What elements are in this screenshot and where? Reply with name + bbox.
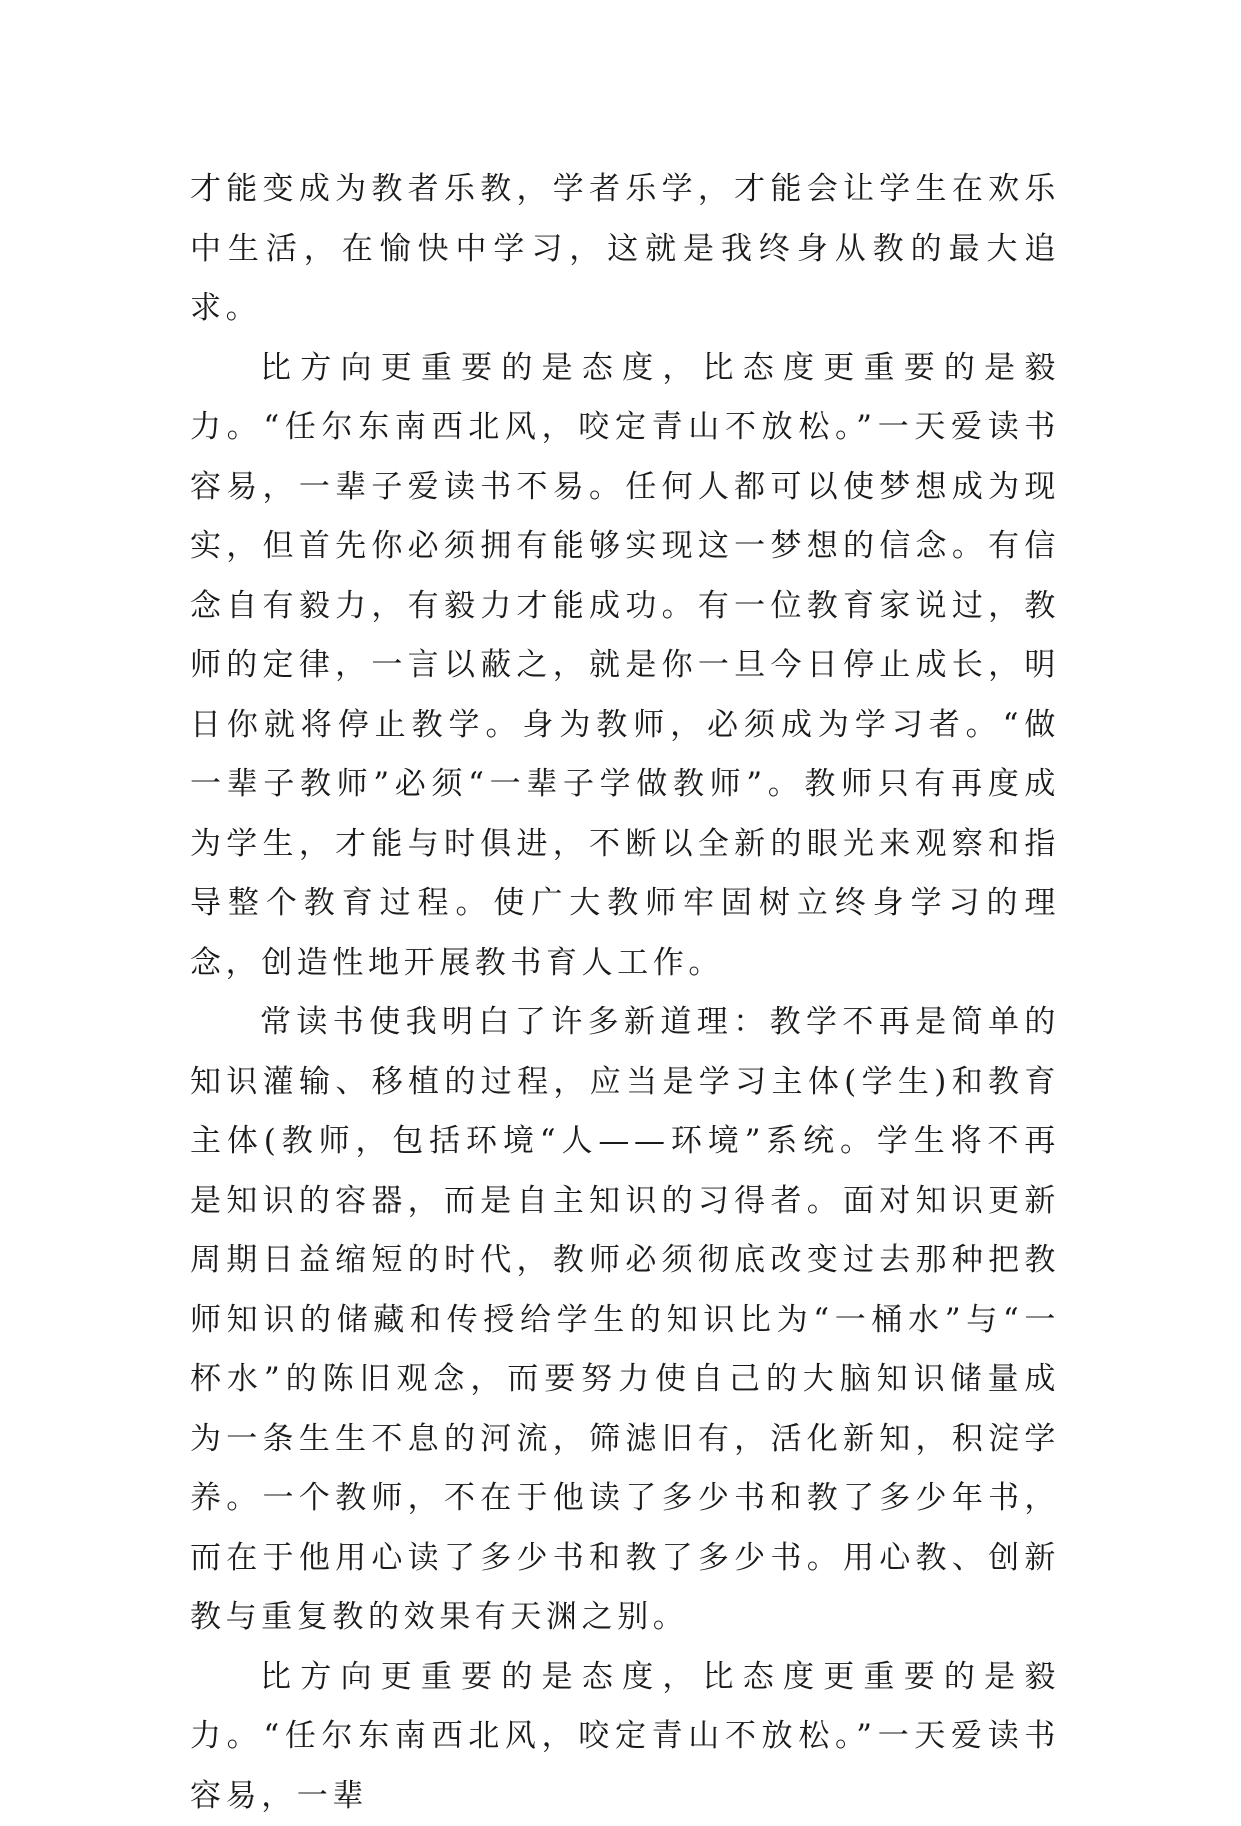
paragraph-3: 常读书使我明白了许多新道理：教学不再是简单的知识灌输、移植的过程，应当是学习主体(学生)和教育主体(教师，包括环境“人——环境”系统。学生将不再是知识的容器，而是自主知识的习得者。面对知识更新周期日益缩短的时代，教师必须彻底改变过去那种把教师知识的储藏和传授给学生的知识比为“一桶水”与“一杯水”的陈旧观念，而要努力使自己的大脑知识储量成为一条生生不息的河流，筛滤旧有，活化新知，积淀学养。一个教师，不在于他读了多少书和教了多少年书，而在于他用心读了多少书和教了多少书。用心教、创新教与重复教的效果有天渊之别。: [190, 993, 1060, 1648]
paragraph-1: 才能变成为教者乐教，学者乐学，才能会让学生在欢乐中生活，在愉快中学习，这就是我终身从教的最大追求。: [190, 160, 1060, 339]
document-body: [190, 160, 1060, 1826]
paragraph-4: 比方向更重要的是态度，比态度更重要的是毅力。“任尔东南西北风，咬定青山不放松。”一天爱读书容易，一辈: [190, 1648, 1060, 1826]
paragraph-2: 比方向更重要的是态度，比态度更重要的是毅力。“任尔东南西北风，咬定青山不放松。”一天爱读书容易，一辈子爱读书不易。任何人都可以使梦想成为现实，但首先你必须拥有能够实现这一梦想的信念。有信念自有毅力，有毅力才能成功。有一位教育家说过，教师的定律，一言以蔽之，就是你一旦今日停止成长，明日你就将停止教学。身为教师，必须成为学习者。“做一辈子教师”必须“一辈子学做教师”。教师只有再度成为学生，才能与时俱进，不断以全新的眼光来观察和指导整个教育过程。使广大教师牢固树立终身学习的理念，创造性地开展教书育人工作。: [190, 339, 1060, 994]
